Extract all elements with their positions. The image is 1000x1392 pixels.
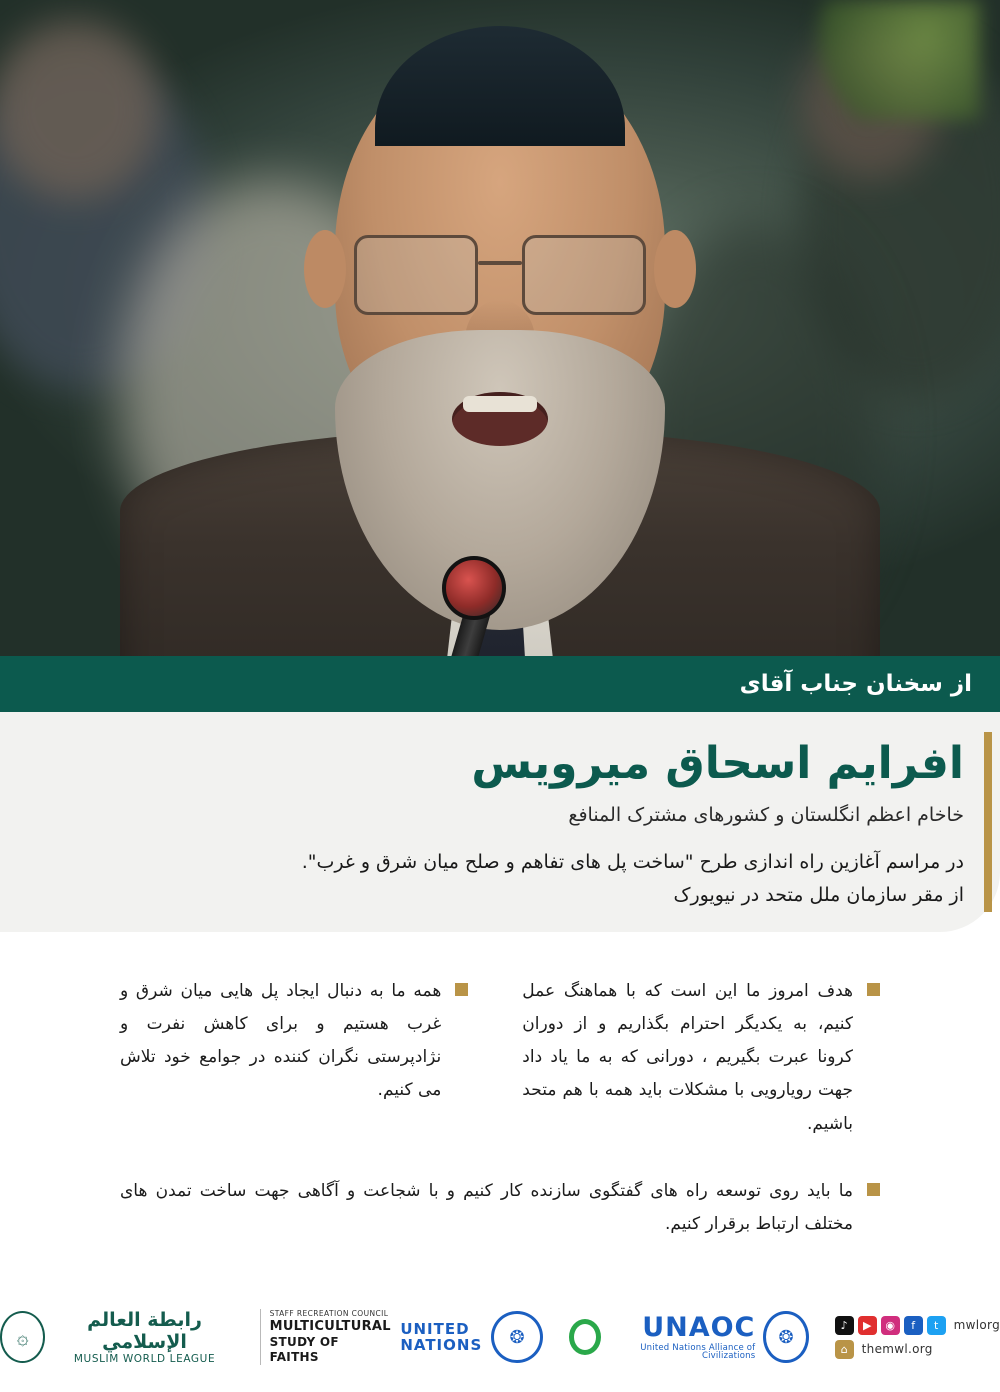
tiktok-icon[interactable]: ♪: [835, 1316, 854, 1335]
united-nations-text: [400, 1321, 482, 1354]
speaker-figure: [120, 0, 880, 712]
social-handle-top: mwlorg: [953, 1318, 1000, 1332]
bullet-icon: [867, 1183, 880, 1196]
quote-text: هدف امروز ما این است که با هماهنگ عمل کنیم، به یکدیگر احترام بگذاریم و از دوران کرونا عبرت بگیریم ، دورانی که به ما یاد داد جهت رویارویی با مشکلات باید همه با هم متحد باشیم.: [522, 981, 853, 1134]
social-handle-bottom: themwl.org: [861, 1342, 933, 1356]
speaker-ear-left: [304, 230, 346, 308]
speaker-teeth: [463, 396, 537, 412]
quotes-row: [120, 975, 880, 1141]
speaker-card-content: [0, 712, 1000, 932]
event-line-1: در مراسم آغازین راه اندازی طرح "ساخت پل های تفاهم و صلح میان شرق و غرب".: [301, 850, 964, 873]
speaker-card: [0, 712, 1000, 932]
un-srcmsf-logo: [260, 1309, 543, 1365]
unaoc-subtitle: United Nations Alliance of Civilizations: [640, 1342, 756, 1361]
speaker-ear-right: [654, 230, 696, 308]
event-line-2: از مقر سازمان ملل متحد در نیویورک: [673, 883, 964, 906]
srcmsf-line-2: MULTICULTURAL: [269, 1318, 391, 1334]
twitter-icon[interactable]: t: [927, 1316, 946, 1335]
un-line-2: NATIONS: [400, 1336, 483, 1354]
speaker-name: افرایم اسحاق میرویس: [471, 738, 964, 789]
srcmsf-line-3: STUDY OF FAITHS: [269, 1334, 339, 1364]
instagram-icon[interactable]: ◉: [881, 1316, 900, 1335]
bullet-icon: [455, 983, 468, 996]
quote-item-wide: [120, 1175, 880, 1241]
quote-item-left: [522, 975, 880, 1141]
mwl-english-name: MUSLIM WORLD LEAGUE: [73, 1353, 216, 1365]
mwl-arabic-name: رابطة العالم الإسلامي: [87, 1309, 202, 1353]
facebook-icon[interactable]: f: [904, 1316, 923, 1335]
footer-logos: [0, 1282, 1000, 1392]
lens-right: [522, 235, 646, 315]
quote-banner: [0, 656, 1000, 712]
srcmsf-text: [260, 1309, 392, 1365]
unaoc-text: [609, 1311, 756, 1361]
youtube-icon[interactable]: ▶: [858, 1316, 877, 1335]
lens-left: [354, 235, 478, 315]
un-line-1: UNITED: [400, 1319, 470, 1338]
quote-banner-label: از سخنان جناب آقای: [739, 671, 972, 697]
microphone-icon: [442, 556, 506, 620]
unaoc-logo: [569, 1311, 809, 1363]
social-icons: [835, 1316, 946, 1335]
social-block: [835, 1316, 1000, 1359]
quote-text: همه ما به دنبال ایجاد پل هایی میان شرق و غرب هستیم و برای کاهش نفرت و نژادپرستی نگران کننده در جوامع خود تلاش می کنیم.: [120, 981, 442, 1101]
home-icon[interactable]: ⌂: [835, 1340, 854, 1359]
unaoc-ring-icon: [569, 1319, 601, 1355]
un-emblem-icon: ❂: [491, 1311, 543, 1363]
quote-text: ما باید روی توسعه راه های گفتگوی سازنده کار کنیم و با شجاعت و آگاهی جهت ساخت تمدن های مختلف ارتباط برقرار کنیم.: [120, 1180, 853, 1234]
speaker-role: خاخام اعظم انگلستان و کشورهای مشترک المنافع: [568, 804, 964, 826]
srcmsf-line-1: STAFF RECREATION COUNCIL: [269, 1309, 389, 1319]
quote-item-right: [120, 975, 468, 1141]
bullet-icon: [867, 983, 880, 996]
unaoc-title: UNAOC: [642, 1311, 756, 1343]
quotes-section: [0, 975, 1000, 1265]
eyeglasses-icon: [350, 235, 650, 315]
mwl-emblem-icon: ۞: [0, 1311, 45, 1363]
mwl-logo: [0, 1309, 234, 1365]
un-emblem-icon: ❂: [763, 1311, 808, 1363]
glasses-bridge: [478, 261, 522, 265]
kippah-icon: [375, 26, 625, 146]
